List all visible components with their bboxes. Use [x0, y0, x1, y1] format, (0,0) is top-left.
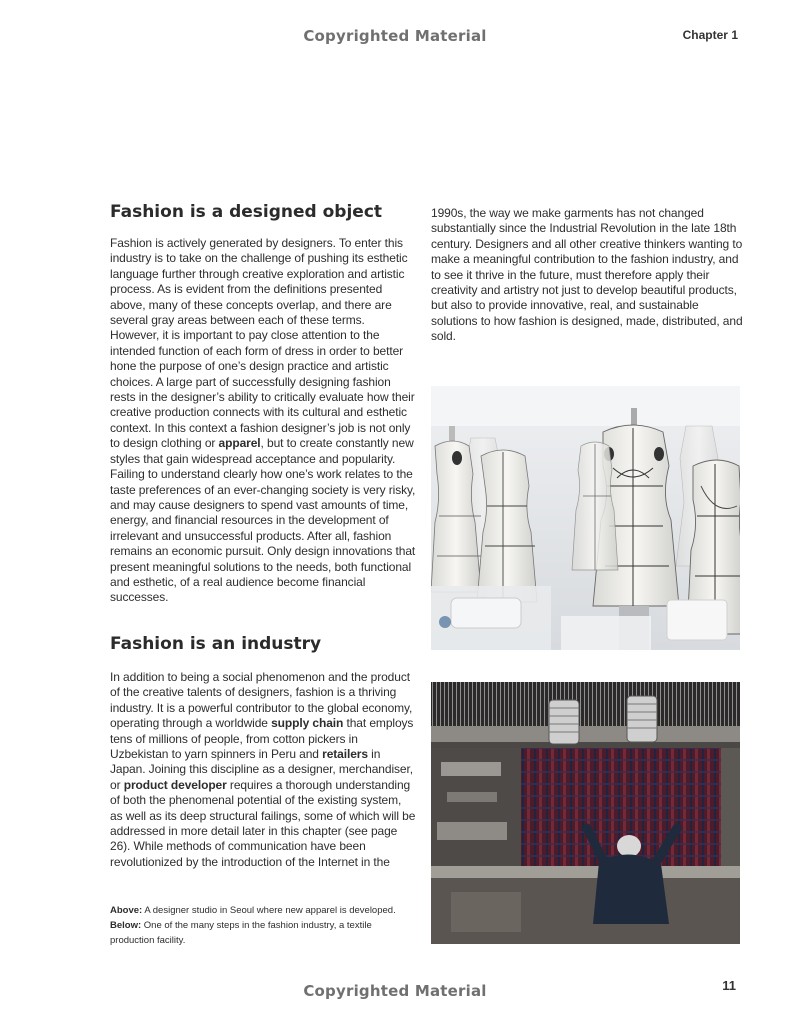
page-number: 11 — [722, 978, 736, 993]
caption-above-label: Above: — [110, 905, 143, 916]
text-run: requires a thorough understanding of both the phenomenal potential of the existing system, as well as its deep structural failings, some of which will be addressed in more detail later in this chapter (see page 26). While methods of communication have been revolutionized by the introduction of the Internet in the — [110, 777, 416, 869]
text-run: that employs tens of millions of people, from cotton pickers in Uzbekistan to yarn spinners in Peru and — [110, 716, 414, 762]
caption-below — [110, 918, 410, 948]
body-paragraph-designed-object — [110, 236, 416, 606]
body-paragraph-continuation: 1990s, the way we make garments has not changed substantially since the Industrial Revolution in the late 18th century. Designers and all other creative thinkers wanting to make a meaningful contribution to the fashion industry, and to see it thrive in the future, must therefore apply their creativity and artistry not just to develop beautiful products, but also to provide innovative, real, and sustainable solutions to how fashion is designed, made, distributed, and sold. — [431, 206, 743, 344]
photo-captions — [110, 903, 410, 948]
text-run: , but to create constantly new styles that gain widespread acceptance and popularity. Failing to understand clearly how one’s work relates to the taste preferences of an ever-changing society is very risky, and may cause designers to spend vast amounts of time, energy, and financial resources in the development of irrelevant and unsuccessful products. After all, fashion remains an economic pursuit. Only design innovations that present meaningful solutions to the needs, both functional and esthetic, of a real audience become financial successes. — [110, 436, 416, 605]
key-term-retailers: retailers — [322, 747, 368, 762]
dress-forms-illustration — [431, 386, 740, 650]
body-paragraph-industry — [110, 670, 416, 870]
copyright-watermark-top: Copyrighted Material — [303, 27, 487, 45]
caption-above — [110, 903, 410, 918]
key-term-apparel: apparel — [218, 436, 261, 451]
text-run: Fashion is actively generated by designers. To enter this industry is to take on the challenge of pushing its esthetic language further through creative exploration and artistic process. As is evident from the definitions presented above, many of these concepts overlap, and there are several gray areas between each of these terms. However, it is important to pay close attention to the intended function of each form of dress in order to better hone the purpose of one’s design practice and artistic choices. A large part of successfully designing fashion rests in the designer’s ability to critically evaluate how their creative production connects with its cultural and esthetic context. In this context a fashion designer’s job is not only to design clothing or — [110, 236, 415, 451]
textile-facility-photo — [431, 682, 740, 944]
key-term-product-developer: product developer — [123, 777, 227, 792]
key-term-supply-chain: supply chain — [271, 716, 344, 731]
chapter-label: Chapter 1 — [682, 28, 738, 42]
caption-below-label: Below: — [110, 920, 142, 931]
designer-studio-photo — [431, 386, 740, 650]
text-run: In addition to being a social phenomenon and the product of the creative talents of designers, fashion is a thriving industry. It is a powerful contributor to the global economy, operating through a worldwide — [110, 670, 413, 731]
section-heading-industry: Fashion is an industry — [110, 634, 322, 654]
loom-illustration — [431, 682, 740, 944]
section-heading-designed-object: Fashion is a designed object — [110, 202, 383, 222]
copyright-watermark-bottom: Copyrighted Material — [303, 982, 487, 1000]
text-run: in Japan. Joining this discipline as a designer, merchandiser, or — [110, 747, 413, 792]
caption-above-text: A designer studio in Seoul where new apparel is developed. — [142, 905, 396, 916]
caption-below-text: One of the many steps in the fashion industry, a textile production facility. — [110, 920, 372, 946]
